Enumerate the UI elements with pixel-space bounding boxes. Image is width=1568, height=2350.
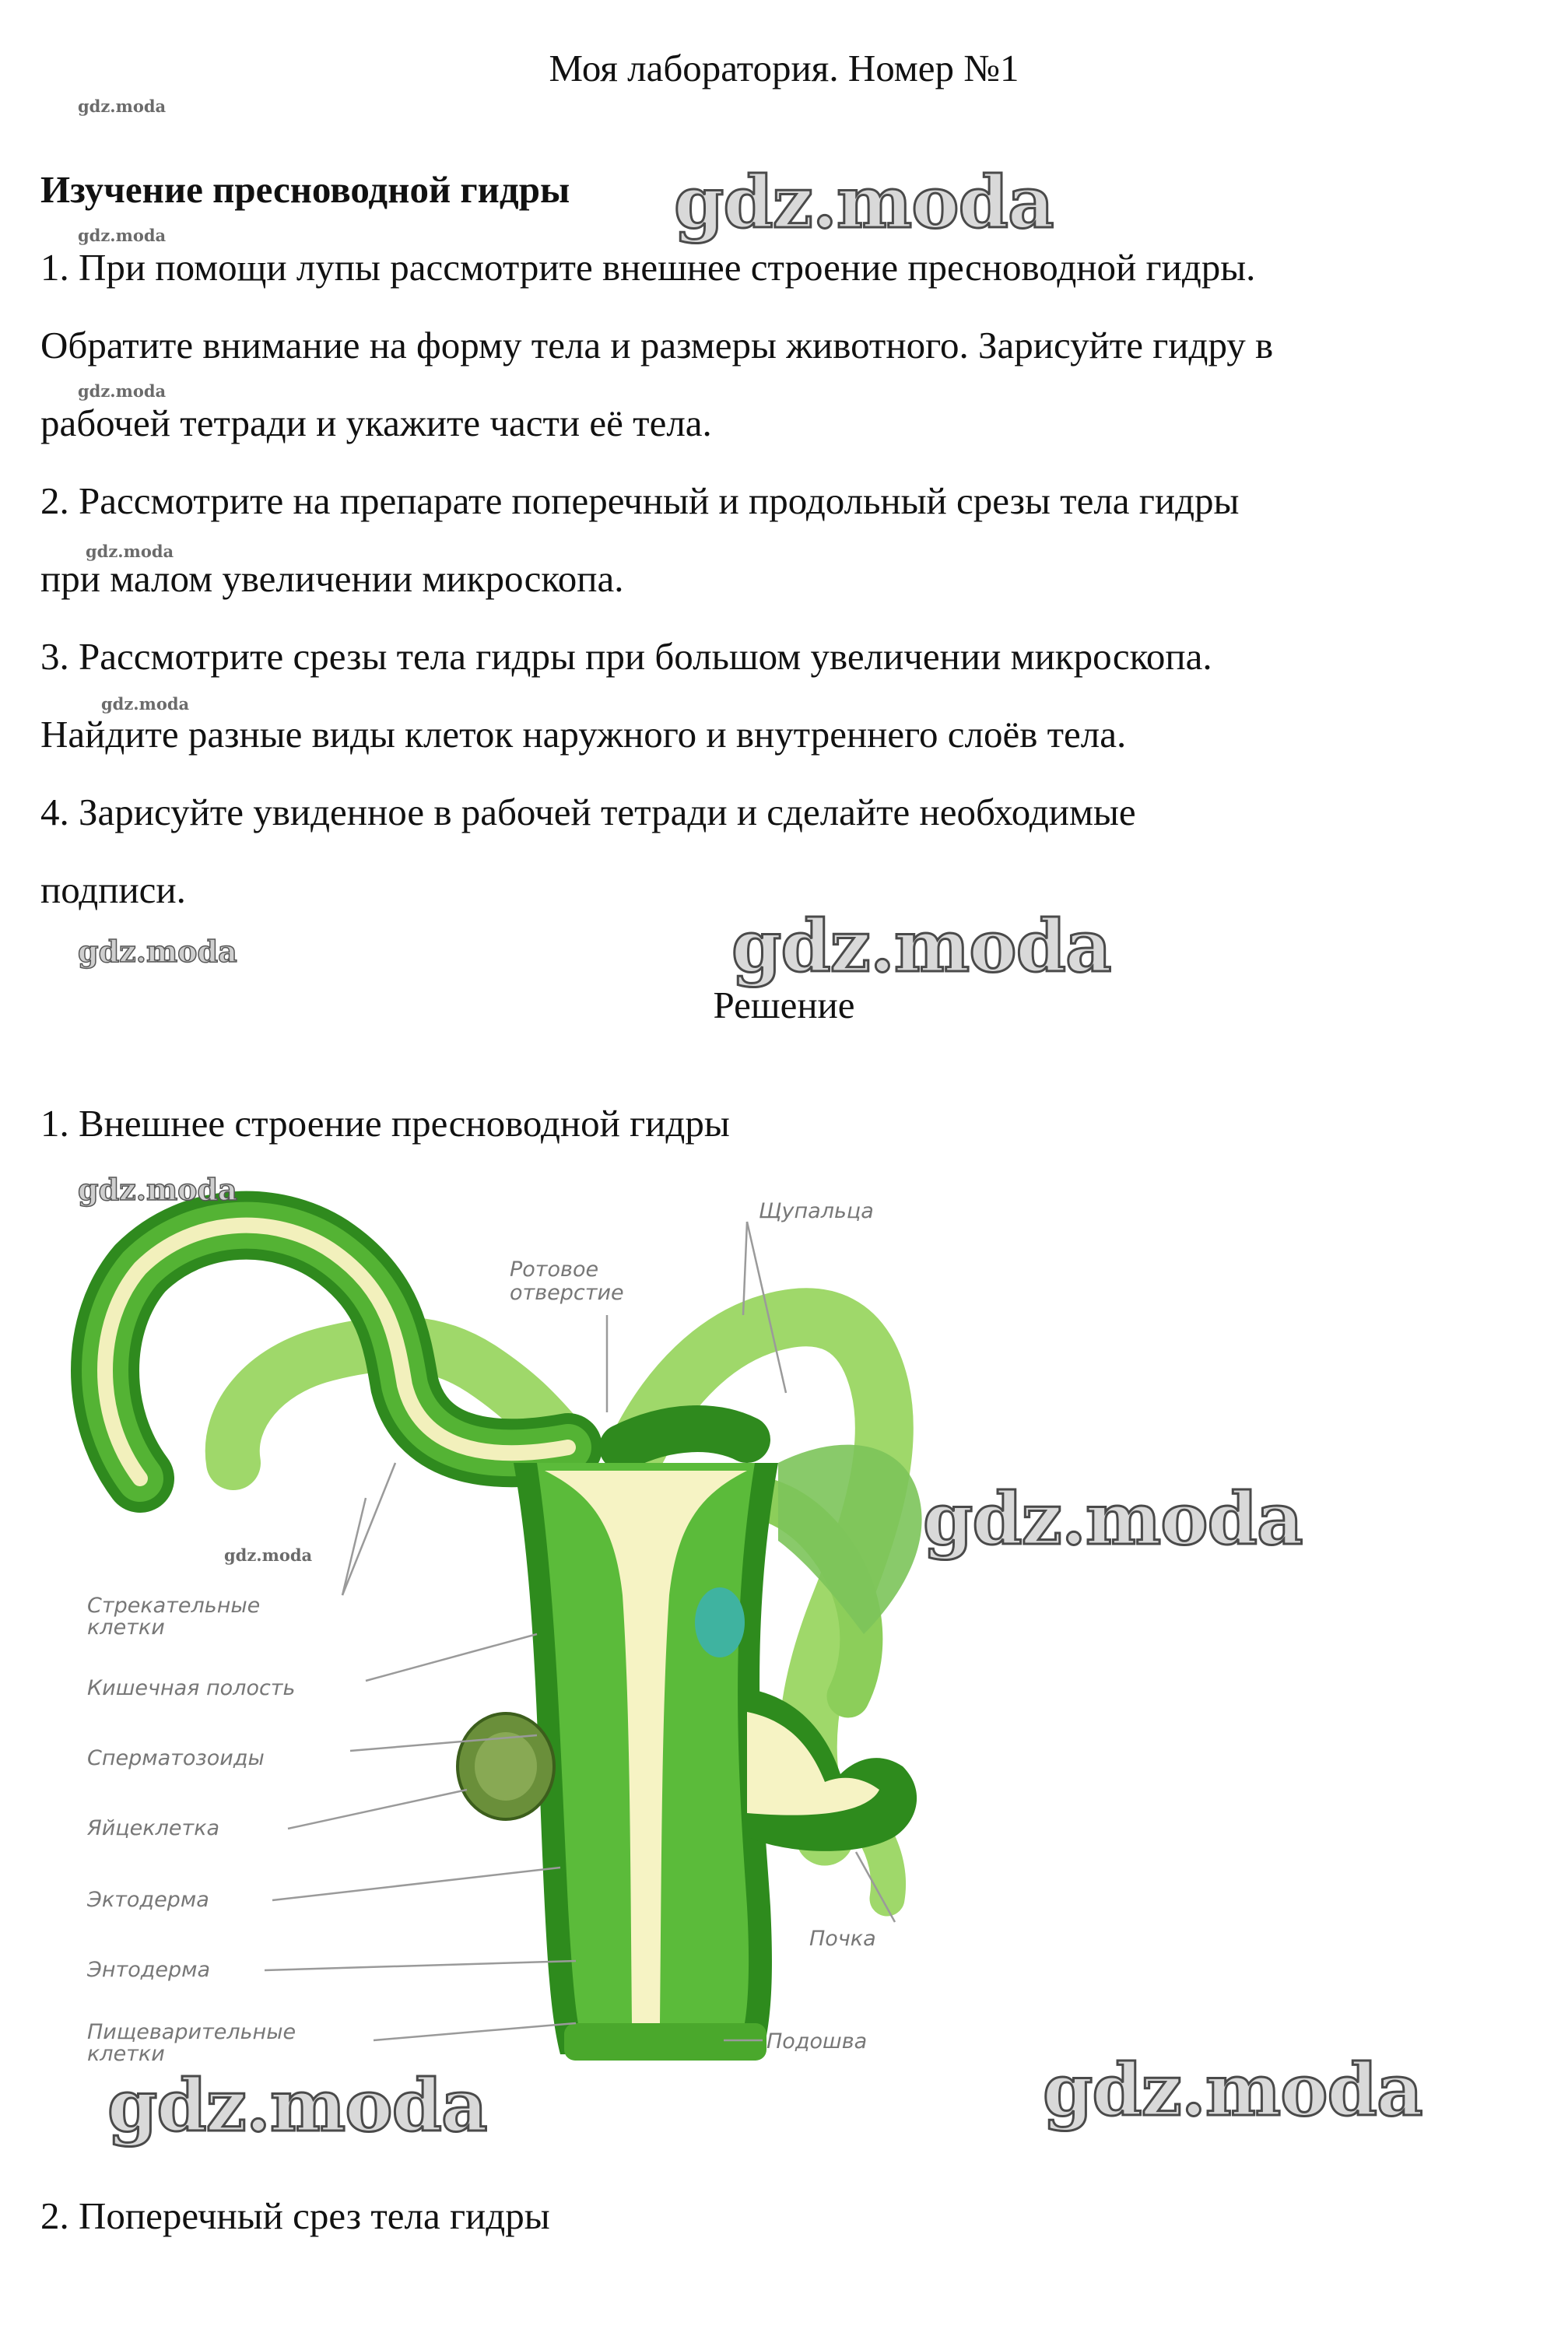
- watermark: gdz.moda: [78, 934, 237, 969]
- solution-heading: Решение: [713, 984, 855, 1026]
- task-line: при малом увеличении микроскопа.: [40, 557, 624, 600]
- watermark: gdz.moda: [731, 904, 1111, 988]
- solution-item-2: 2. Поперечный срез тела гидры: [40, 2194, 550, 2237]
- watermark: gdz.moda: [107, 2064, 487, 2148]
- task-line: Найдите разные виды клеток наружного и внутреннего слоёв тела.: [40, 713, 1127, 756]
- watermark: gdz.moda: [86, 542, 174, 561]
- label-stinging-1: Стрекательные: [87, 1594, 261, 1618]
- watermark: gdz.moda: [674, 160, 1054, 244]
- label-bud: Почка: [809, 1927, 876, 1951]
- watermark: gdz.moda: [78, 226, 167, 245]
- task-line: 4. Зарисуйте увиденное в рабочей тетради и сделайте необходимые: [40, 791, 1136, 833]
- label-ectoderm: Эктодерма: [87, 1888, 209, 1912]
- task-line: 2. Рассмотрите на препарате поперечный и продольный срезы тела гидры: [40, 479, 1240, 522]
- label-digestive-1: Пищеварительные: [87, 2020, 296, 2044]
- watermark: gdz.moda: [78, 96, 167, 116]
- label-gut-cavity: Кишечная полость: [87, 1676, 296, 1700]
- label-egg: Яйцеклетка: [87, 1816, 220, 1840]
- task-line: рабочей тетради и укажите части её тела.: [40, 402, 712, 444]
- solution-item-1: 1. Внешнее строение пресноводной гидры: [40, 1102, 730, 1145]
- label-mouth-1: Ротовое: [510, 1257, 599, 1282]
- label-endoderm: Энтодерма: [87, 1958, 211, 1982]
- watermark: gdz.moda: [78, 1172, 237, 1207]
- label-digestive-2: клетки: [87, 2042, 165, 2066]
- task-line: подписи.: [40, 868, 186, 911]
- task-line: Обратите внимание на форму тела и размеры животного. Зарисуйте гидру в: [40, 324, 1274, 367]
- label-mouth-2: отверстие: [510, 1281, 624, 1305]
- label-sole: Подошва: [766, 2029, 868, 2054]
- watermark: gdz.moda: [101, 694, 190, 714]
- watermark: gdz.moda: [78, 381, 167, 401]
- page-title: Моя лаборатория. Номер №1: [549, 47, 1019, 89]
- label-sperm: Сперматозоиды: [87, 1746, 265, 1770]
- watermark: gdz.moda: [923, 1477, 1303, 1561]
- label-tentacles: Щупальца: [759, 1199, 874, 1223]
- task-heading: Изучение пресноводной гидры: [40, 168, 570, 211]
- task-line: 1. При помощи лупы рассмотрите внешнее строение пресноводной гидры.: [40, 246, 1256, 289]
- label-stinging-2: клетки: [87, 1615, 165, 1640]
- watermark: gdz.moda: [224, 1545, 313, 1565]
- watermark: gdz.moda: [1043, 2048, 1422, 2132]
- task-line: 3. Рассмотрите срезы тела гидры при большом увеличении микроскопа.: [40, 635, 1212, 678]
